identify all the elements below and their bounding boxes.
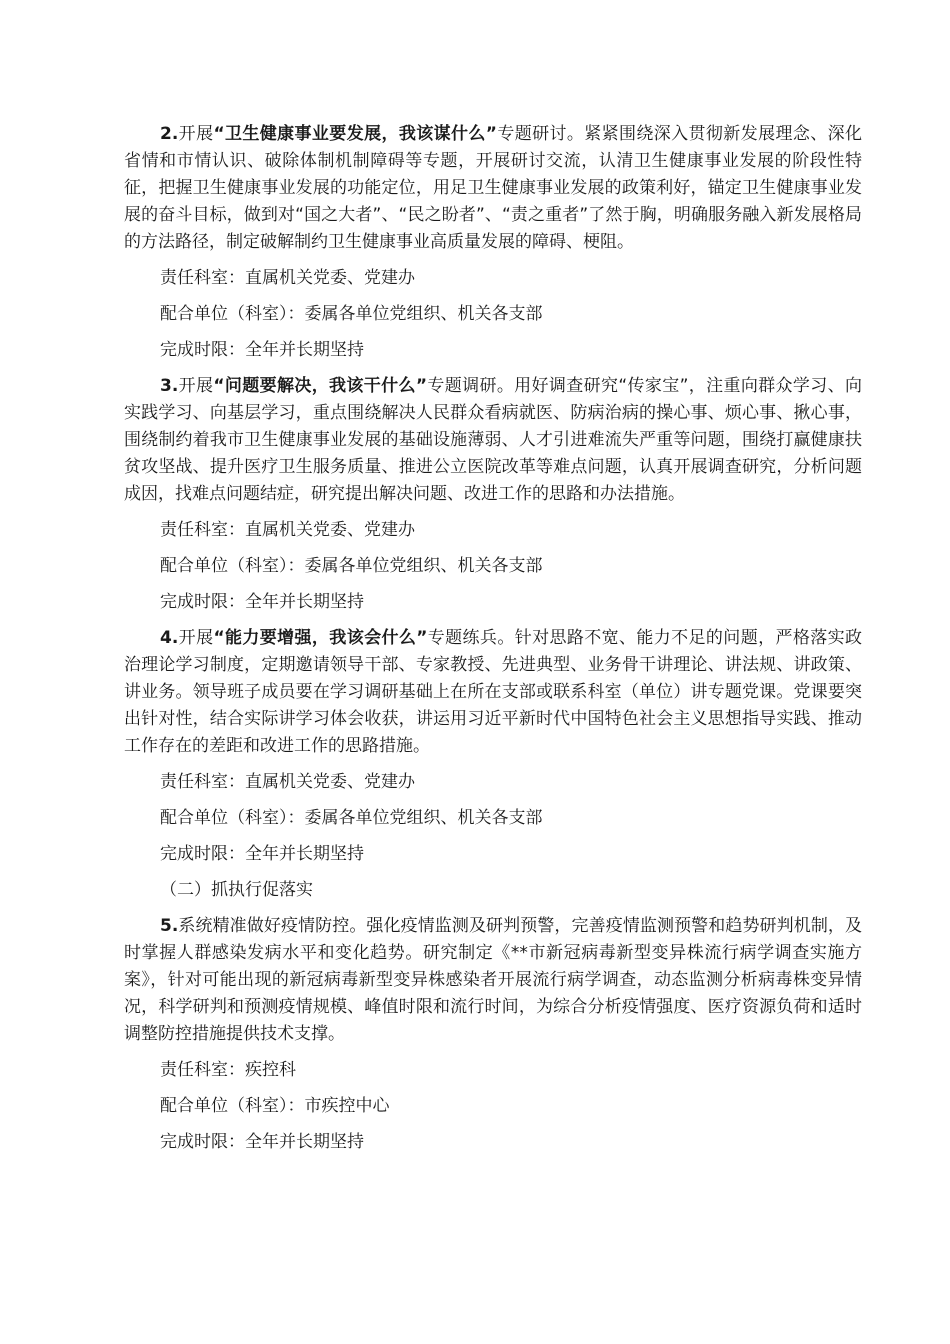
item-4-paragraph: [124, 625, 862, 760]
item-3-deadline: 完成时限：全年并长期坚持: [160, 592, 364, 612]
item-2-topic: “卫生健康事业要发展，我该谋什么”: [213, 124, 497, 144]
item-4-deadline: 完成时限：全年并长期坚持: [160, 844, 364, 864]
item-3-cooperating: 配合单位（科室）：委属各单位党组织、机关各支部: [160, 556, 543, 576]
item-5-body: 系统精准做好疫情防控。强化疫情监测及研判预警，完善疫情监测预警和趋势研判机制，及时掌握人群感染发病水平和变化趋势。研究制定《**市新冠病毒新型变异株流行病学调查实施方案》，针对可能出现的新冠病毒新型变异株感染者开展流行病学调查，动态监测分析病毒株变异情况，科学研判和预测疫情规模、峰值时限和流行时间，为综合分析疫情强度、医疗资源负荷和适时调整防控措施提供技术支撑。: [124, 916, 862, 1044]
item-4-cooperating: 配合单位（科室）：委属各单位党组织、机关各支部: [160, 808, 543, 828]
item-5-responsible: 责任科室：疾控科: [160, 1060, 296, 1080]
item-3-topic: “问题要解决，我该干什么”: [213, 376, 428, 396]
item-2-paragraph: [124, 121, 862, 256]
item-2-body: 专题研讨。紧紧围绕深入贯彻新发展理念、深化省情和市情认识、破除体制机制障碍等专题，开展研讨交流，认清卫生健康事业发展的阶段性特征，把握卫生健康事业发展的功能定位，用足卫生健康事业发展的政策利好，锚定卫生健康事业发展的奋斗目标，做到对“国之大者”、“民之盼者”、“责之重者”了然于胸，明确服务融入新发展格局的方法路径，制定破解制约卫生健康事业高质量发展的障碍、梗阻。: [124, 124, 862, 252]
item-2-cooperating: 配合单位（科室）：委属各单位党组织、机关各支部: [160, 304, 543, 324]
item-2-number: 2.: [160, 124, 179, 144]
item-5-number: 5.: [160, 916, 179, 936]
item-4-lead: 开展: [178, 628, 214, 648]
item-5-cooperating: 配合单位（科室）：市疾控中心: [160, 1096, 390, 1116]
item-3-number: 3.: [160, 376, 179, 396]
item-3-lead: 开展: [178, 376, 214, 396]
item-2-deadline: 完成时限：全年并长期坚持: [160, 340, 364, 360]
item-3-body: 专题调研。用好调查研究“传家宝”，注重向群众学习、向实践学习、向基层学习，重点围绕解决人民群众看病就医、防病治病的操心事、烦心事、揪心事，围绕制约着我市卫生健康事业发展的基础设施薄弱、人才引进难流失严重等问题，围绕打赢健康扶贫攻坚战、提升医疗卫生服务质量、推进公立医院改革等难点问题，认真开展调查研究，分析问题成因，找难点问题结症，研究提出解决问题、改进工作的思路和办法措施。: [124, 376, 862, 504]
item-3-responsible: 责任科室：直属机关党委、党建办: [160, 520, 415, 540]
item-4-body: 专题练兵。针对思路不宽、能力不足的问题，严格落实政治理论学习制度，定期邀请领导干部、专家教授、先进典型、业务骨干讲理论、讲法规、讲政策、讲业务。领导班子成员要在学习调研基础上在所在支部或联系科室（单位）讲专题党课。党课要突出针对性，结合实际讲学习体会收获，讲运用习近平新时代中国特色社会主义思想指导实践、推动工作存在的差距和改进工作的思路措施。: [124, 628, 862, 756]
section-heading: （二）抓执行促落实: [160, 880, 313, 900]
item-5-paragraph: [124, 913, 862, 1048]
item-2-responsible: 责任科室：直属机关党委、党建办: [160, 268, 415, 288]
item-3-paragraph: [124, 373, 862, 508]
item-4-responsible: 责任科室：直属机关党委、党建办: [160, 772, 415, 792]
item-5-deadline: 完成时限：全年并长期坚持: [160, 1132, 364, 1152]
item-4-topic: “能力要增强，我该会什么”: [213, 628, 428, 648]
item-4-number: 4.: [160, 628, 179, 648]
item-2-lead: 开展: [178, 124, 214, 144]
